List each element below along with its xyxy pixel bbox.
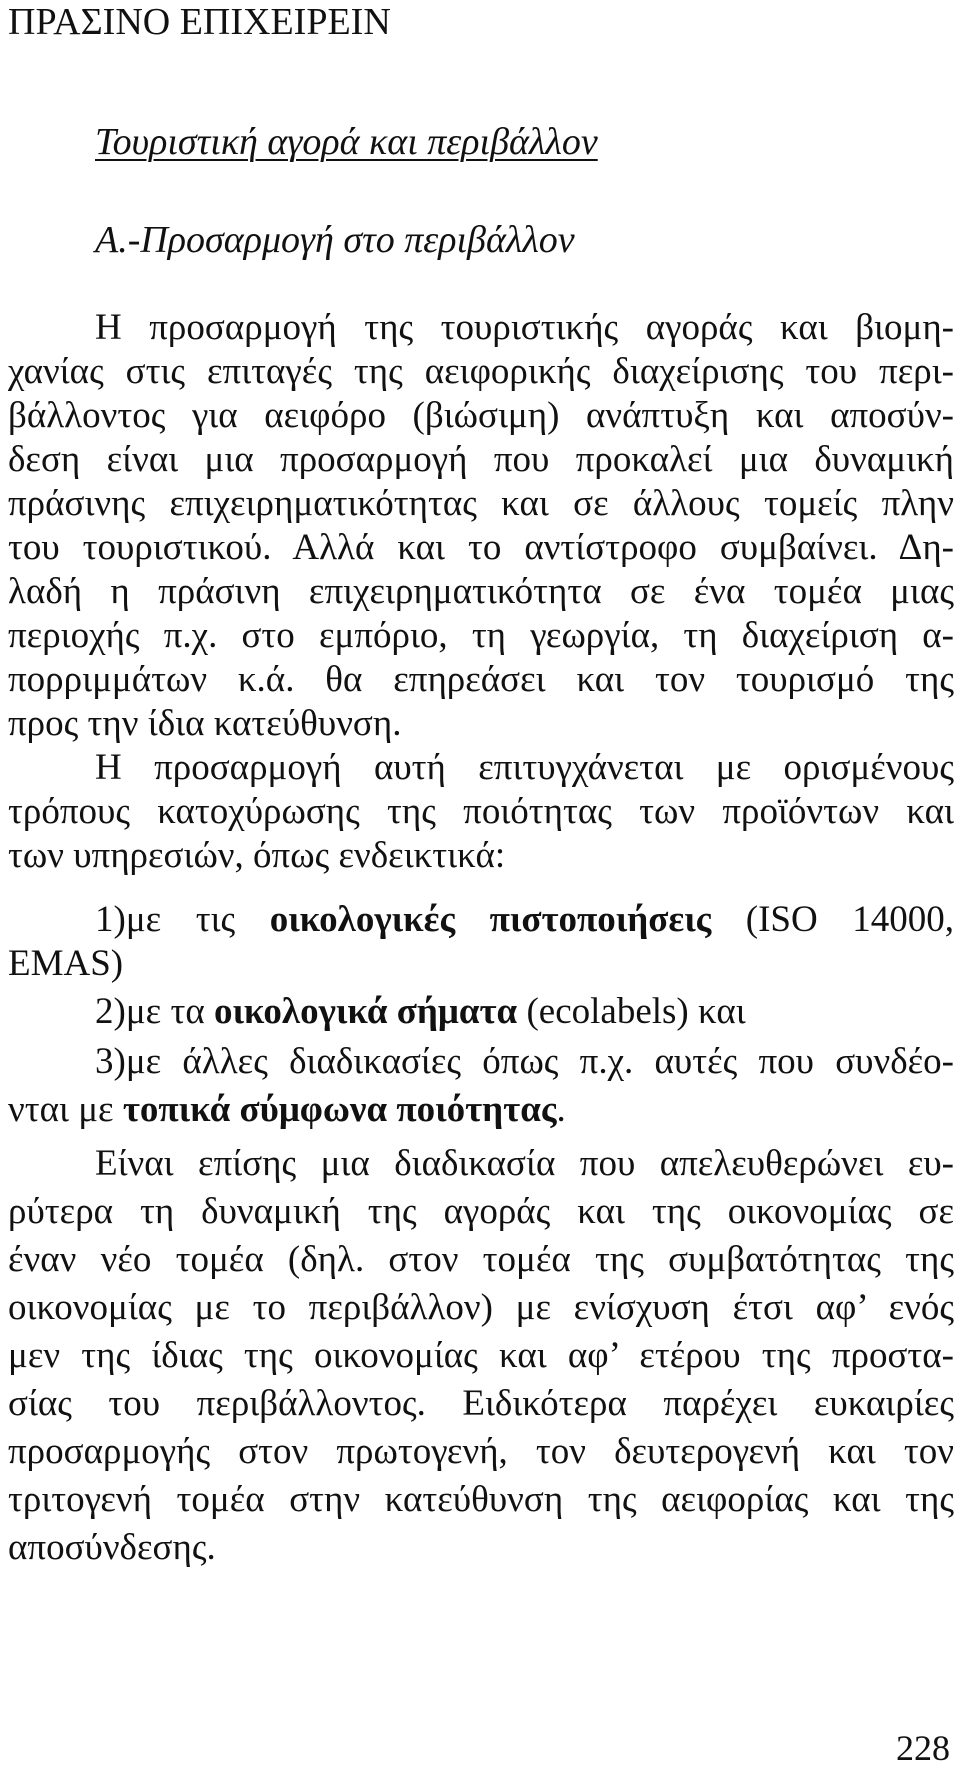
paragraph-line: λαδή η πράσινη επιχειρηματικότητα σε ένα τομέα μιας [8,571,954,612]
list-item-bold: οικολογικές πιστοποιήσεις [269,899,712,940]
paragraph-line: των υπηρεσιών, όπως ενδεικτικά: [8,835,506,876]
section-subtitle: Α.-Προσαρμογή στο περιβάλλον [95,219,575,261]
list-item-suffix: . [556,1089,566,1130]
paragraph-line: μεν της ίδιας της οικονομίας και αφ’ ετέρου της προστα- [8,1335,954,1376]
paragraph-line: αποσύνδεσης. [8,1527,216,1568]
list-item-prefix: νται με [8,1089,123,1130]
paragraph-line: περιοχής π.χ. στο εμπόριο, τη γεωργία, τη διαχείριση α- [8,615,954,656]
page-title: ΠΡΑΣΙΝΟ ΕΠΙΧΕΙΡΕΙΝ [8,1,391,43]
paragraph-line: προς την ίδια κατεύθυνση. [8,703,402,744]
list-item-bold: τοπικά σύμφωνα ποιότητας [122,1089,557,1130]
paragraph-line: πορριμμάτων κ.ά. θα επηρεάσει και τον τουρισμό της [8,659,954,700]
list-item-continuation [8,1088,954,1132]
list-item [95,990,954,1034]
paragraph-line: σίας του περιβάλλοντος. Ειδικότερα παρέχει ευκαιρίες [8,1383,954,1424]
paragraph-line: χανίας στις επιταγές της αειφορικής διαχείρισης του περι- [8,351,954,392]
paragraph-line: τρόπους κατοχύρωσης της ποιότητας των προϊόντων και [8,791,954,832]
paragraph-line: προσαρμογής στον πρωτογενή, τον δευτερογενή και τον [8,1431,954,1472]
paragraph-line: Είναι επίσης μια διαδικασία που απελευθερώνει ευ- [95,1143,954,1184]
page-number: 228 [896,1728,950,1768]
paragraph-line: οικονομίας με το περιβάλλον) με ενίσχυση έτσι αφ’ ενός [8,1287,954,1328]
paragraph-line: έναν νέο τομέα (δηλ. στον τομέα της συμβατότητας της [8,1239,954,1280]
list-item-prefix: 1)με τις [95,899,270,940]
paragraph-line: πράσινης επιχειρηματικότητας και σε άλλους τομείς πλην [8,483,954,524]
list-item-continuation: EMAS) [8,943,124,984]
paragraph-line: ρύτερα τη δυναμική της αγοράς και της οικονομίας σε [8,1191,954,1232]
paragraph-line: βάλλοντος για αειφόρο (βιώσιμη) ανάπτυξη και αποσύν- [8,395,954,436]
list-item-suffix: (ecolabels) και [517,991,746,1032]
paragraph-line: τριτογενή τομέα στην κατεύθυνση της αειφορίας και της [8,1479,954,1520]
section-title: Τουριστική αγορά και περιβάλλον [95,121,598,163]
list-item-bold: οικολογικά σήματα [213,991,518,1032]
list-item [95,898,954,942]
paragraph-line: δεση είναι μια προσαρμογή που προκαλεί μια δυναμική [8,439,954,480]
paragraph-line: του τουριστικού. Αλλά και το αντίστροφο συμβαίνει. Δη- [8,527,954,568]
paragraph-line: Η προσαρμογή αυτή επιτυγχάνεται με ορισμένους [95,747,954,788]
paragraph-line: Η προσαρμογή της τουριστικής αγοράς και βιομη- [95,307,954,348]
list-item-prefix: 2)με τα [95,991,214,1032]
list-item: 3)με άλλες διαδικασίες όπως π.χ. αυτές που συνδέο- [95,1041,954,1082]
list-item-suffix: (ISO 14000, [711,899,954,940]
